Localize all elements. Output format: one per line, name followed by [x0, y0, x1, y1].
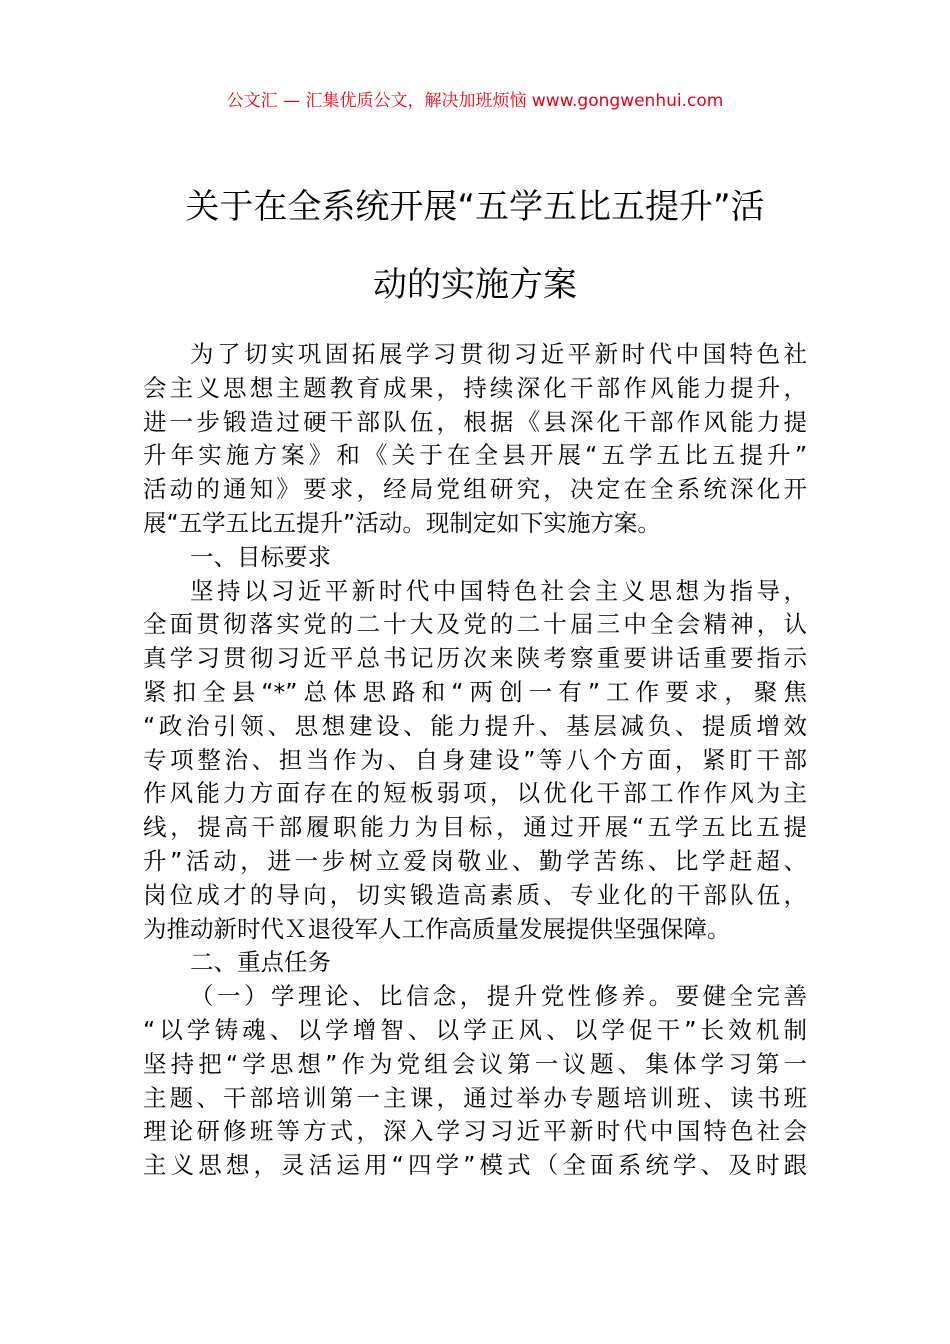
body-line: 专项整治、担当作为、自身建设”等八个方面，紧盯干部 — [143, 745, 807, 774]
body-line: 全面贯彻落实党的二十大及党的二十届三中全会精神，认 — [143, 610, 807, 639]
title-line: 关于在全系统开展“五学五比五提升”活 — [185, 187, 765, 227]
body-line: 坚持把“学思想”作为党组会议第一议题、集体学习第一 — [143, 1049, 807, 1078]
body-line: “政治引领、思想建设、能力提升、基层减负、提质增效 — [143, 711, 807, 740]
document-title — [140, 168, 810, 324]
body-line: 线，提高干部履职能力为目标，通过开展“五学五比五提 — [143, 813, 807, 842]
body-line: 升”活动，进一步树立爱岗敬业、勤学苦练、比学赶超、 — [143, 846, 807, 875]
body-line: 为了切实巩固拓展学习贯彻习近平新时代中国特色社 — [190, 340, 807, 368]
body-line: 活动的通知》要求，经局党组研究，决定在全系统深化开 — [143, 475, 807, 504]
body-line: 作风能力方面存在的短板弱项，以优化干部工作作风为主 — [143, 779, 807, 808]
section-heading: 一、目标要求 — [190, 542, 331, 571]
body-line: 坚持以习近平新时代中国特色社会主义思想为指导， — [190, 576, 807, 605]
body-line: 主义思想，灵活运用“四学”模式（全面系统学、及时跟 — [143, 1151, 807, 1180]
section-heading: 二、重点任务 — [190, 948, 331, 977]
body-line: 紧扣全县“*”总体思路和“两创一有”工作要求，聚焦 — [143, 677, 807, 706]
site-banner: 公文汇 — 汇集优质公文，解决加班烦恼 www.gongwenhui.com — [226, 91, 724, 111]
body-line: 展“五学五比五提升”活动。现制定如下实施方案。 — [143, 508, 661, 537]
body-line: 升年实施方案》和《关于在全县开展“五学五比五提升” — [143, 441, 807, 470]
body-line: 岗位成才的导向，切实锻造高素质、专业化的干部队伍， — [143, 880, 807, 909]
body-line: 主题、干部培训第一主课，通过举办专题培训班、读书班 — [143, 1083, 807, 1112]
body-line: 会主义思想主题教育成果，持续深化干部作风能力提升， — [143, 373, 807, 402]
document-body — [143, 338, 807, 1183]
body-line: 为推动新时代Ｘ退役军人工作高质量发展提供坚强保障。 — [143, 914, 731, 943]
body-line: （一）学理论、比信念，提升党性修养。要健全完善 — [190, 982, 807, 1011]
body-line: “以学铸魂、以学增智、以学正风、以学促干”长效机制 — [143, 1015, 807, 1044]
body-line: 真学习贯彻习近平总书记历次来陕考察重要讲话重要指示 — [143, 644, 807, 673]
title-line: 动的实施方案 — [373, 265, 577, 305]
body-line: 理论研修班等方式，深入学习习近平新时代中国特色社会 — [143, 1117, 807, 1146]
body-line: 进一步锻造过硬干部队伍，根据《县深化干部作风能力提 — [143, 407, 807, 436]
